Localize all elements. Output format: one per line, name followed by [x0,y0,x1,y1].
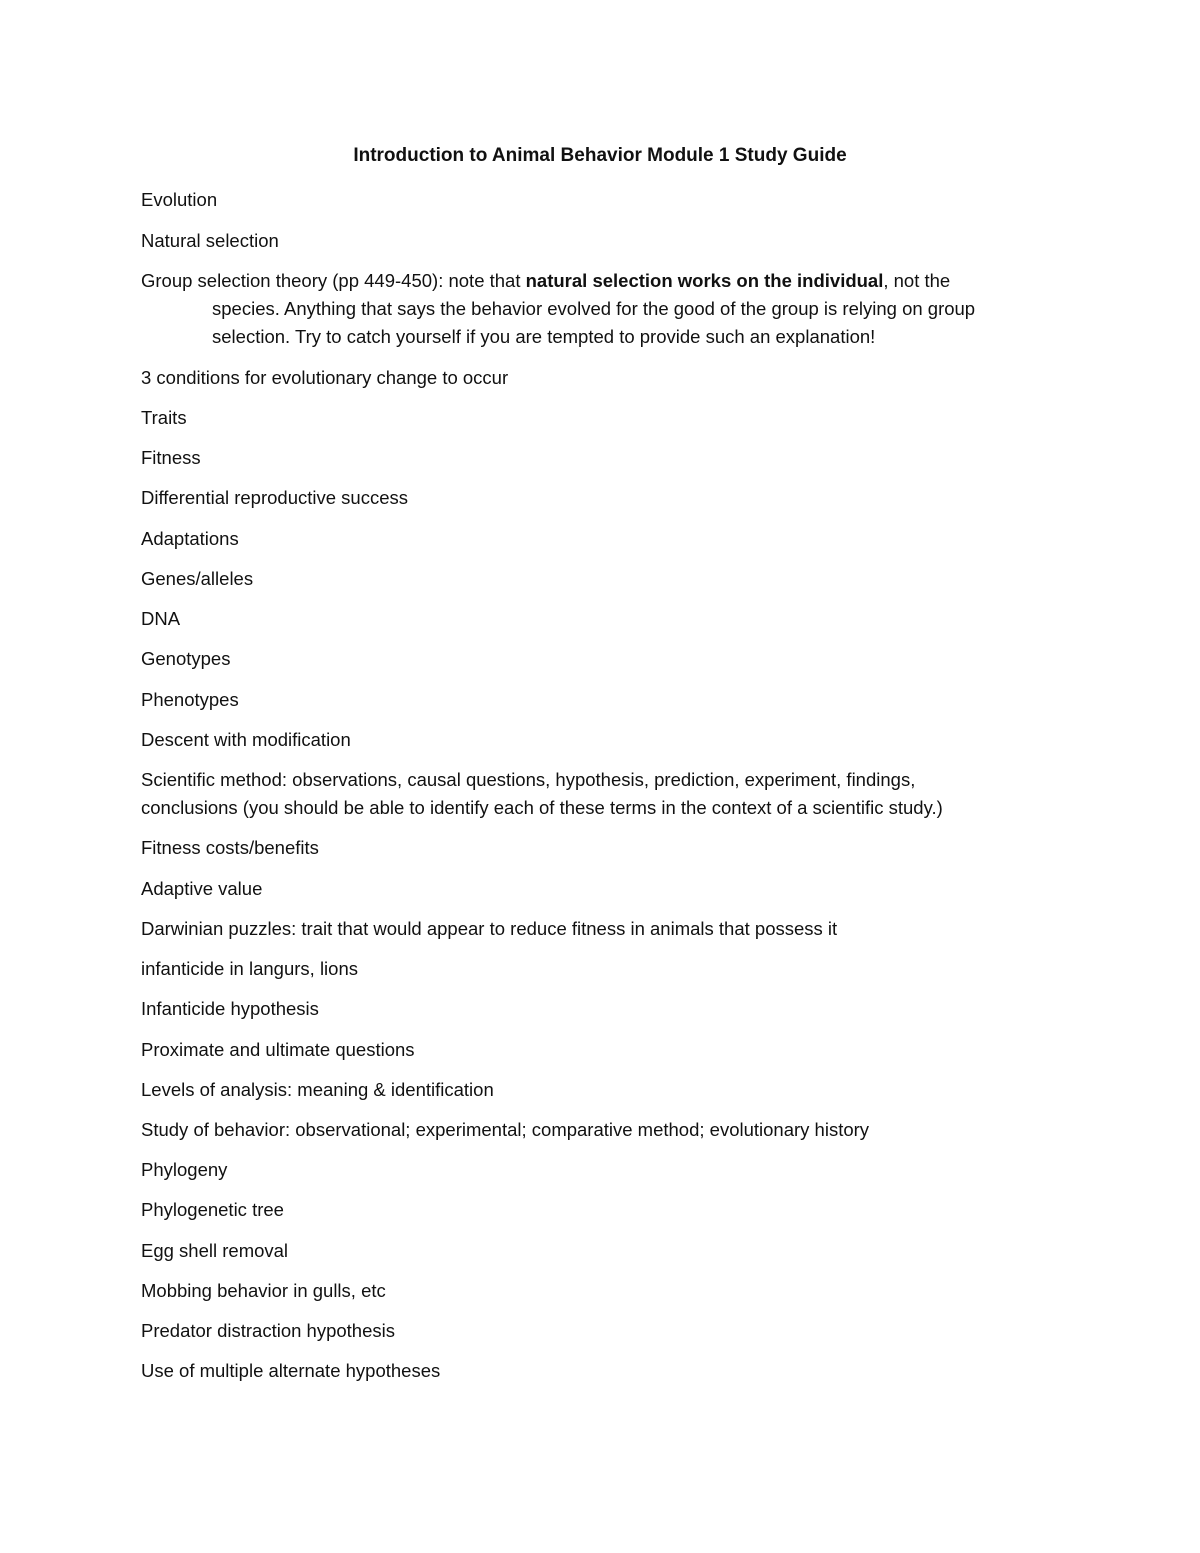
group-selection-line-3: selection. Try to catch yourself if you are tempted to provide such an explanation! [212,326,876,347]
group-selection-suffix: , not the [883,270,951,291]
group-selection-line-2: species. Anything that says the behavior evolved for the good of the group is relying on group [212,298,976,319]
item-infanticide-langurs-lions: infanticide in langurs, lions [141,958,358,979]
item-phenotypes: Phenotypes [141,689,239,710]
item-phylogenetic-tree: Phylogenetic tree [141,1199,284,1220]
item-differential-reproductive-success: Differential reproductive success [141,487,409,508]
item-descent-with-modification: Descent with modification [141,729,351,750]
item-levels-of-analysis: Levels of analysis: meaning & identification [141,1079,494,1100]
item-mobbing-behavior: Mobbing behavior in gulls, etc [141,1280,386,1301]
group-selection-bold: natural selection works on the individual [525,270,884,291]
item-dna: DNA [141,608,181,629]
document-title: Introduction to Animal Behavior Module 1 Study Guide [353,145,847,166]
item-genes-alleles: Genes/alleles [141,568,254,589]
item-adaptive-value: Adaptive value [141,878,263,899]
item-infanticide-hypothesis: Infanticide hypothesis [141,998,319,1019]
item-multiple-hypotheses: Use of multiple alternate hypotheses [141,1360,441,1381]
item-traits: Traits [141,407,187,428]
item-genotypes: Genotypes [141,648,231,669]
item-fitness: Fitness [141,447,201,468]
item-egg-shell-removal: Egg shell removal [141,1240,289,1261]
item-darwinian-puzzles: Darwinian puzzles: trait that would appear to reduce fitness in animals that possess it [141,918,838,939]
item-study-of-behavior: Study of behavior: observational; experimental; comparative method; evolutionary history [141,1119,870,1140]
item-natural-selection: Natural selection [141,230,279,251]
item-phylogeny: Phylogeny [141,1159,228,1180]
item-predator-distraction: Predator distraction hypothesis [141,1320,395,1341]
group-selection-line-1 [141,267,950,295]
group-selection-prefix: Group selection theory (pp 449-450): note that [141,270,526,291]
item-proximate-ultimate: Proximate and ultimate questions [141,1039,415,1060]
item-scientific-method-line-1: Scientific method: observations, causal questions, hypothesis, prediction, experiment, findings, [141,769,916,790]
item-scientific-method-line-2: conclusions (you should be able to identify each of these terms in the context of a scientific study.) [141,797,943,818]
item-adaptations: Adaptations [141,528,239,549]
item-evolution: Evolution [141,189,218,210]
item-3-conditions: 3 conditions for evolutionary change to occur [141,367,509,388]
item-fitness-costs-benefits: Fitness costs/benefits [141,837,319,858]
